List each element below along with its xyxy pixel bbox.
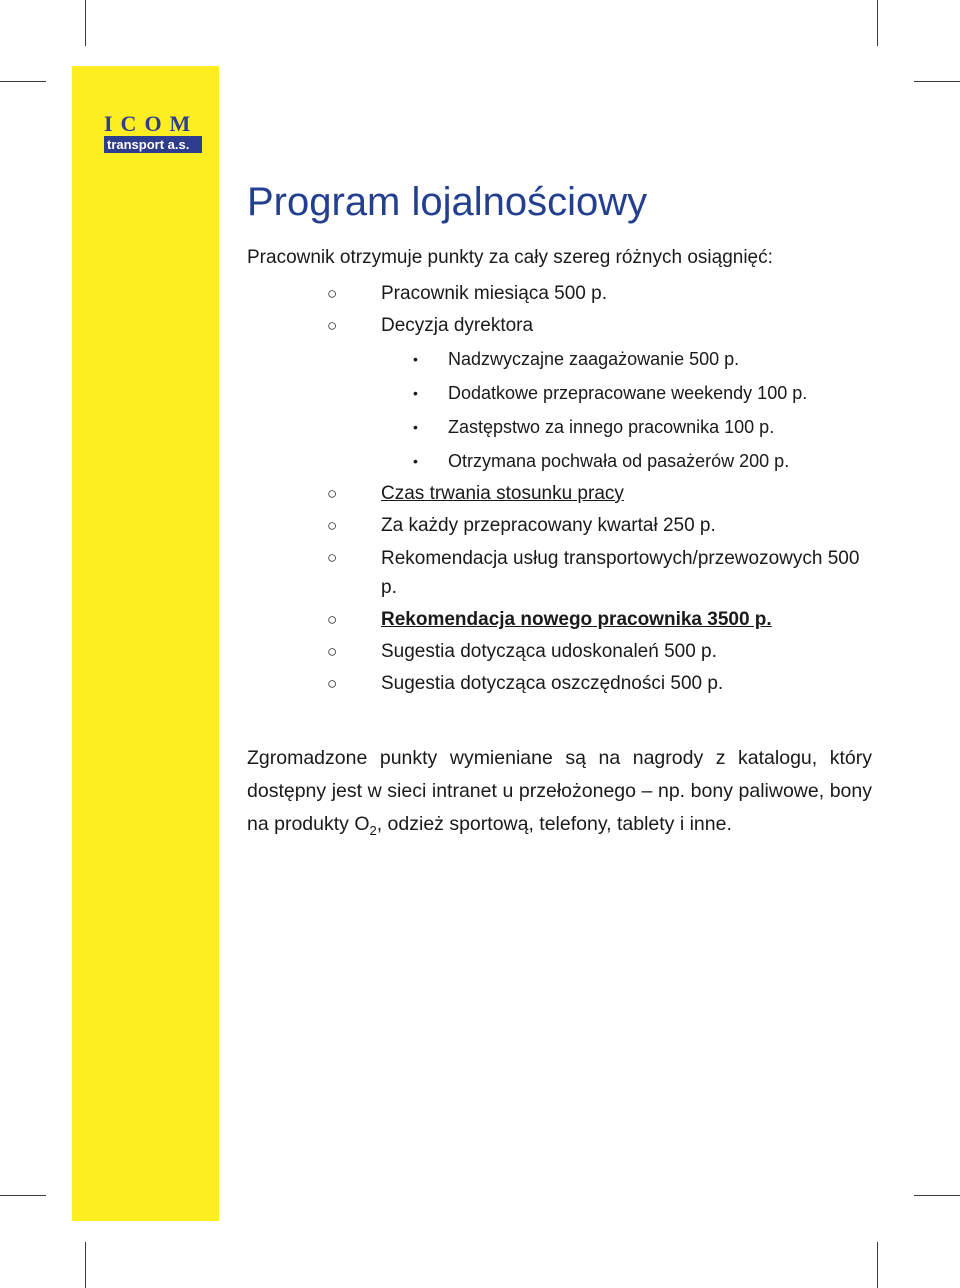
director-decision-sublist — [247, 342, 872, 478]
list-item — [247, 310, 872, 342]
list-item-text: Za każdy przepracowany kwartał 250 p. — [381, 515, 716, 536]
sublist-item-text: Otrzymana pochwała od pasażerów 200 p. — [448, 451, 790, 471]
dot-bullet-icon: • — [413, 453, 418, 469]
crop-mark-top-right — [877, 0, 878, 46]
list-item — [247, 604, 872, 636]
list-item-text: Sugestia dotycząca udoskonaleń 500 p. — [381, 641, 717, 662]
list-item — [247, 278, 872, 310]
rewards-text-end: , odzież sportową, telefony, tablety i inne. — [376, 813, 732, 835]
yellow-side-band — [72, 66, 219, 1221]
list-item-text: Rekomendacja usług transportowych/przewozowych 500 p. — [381, 548, 860, 598]
circle-bullet-icon: ○ — [327, 642, 338, 661]
circle-bullet-icon: ○ — [327, 610, 338, 629]
page-title: Program lojalnościowy — [247, 180, 648, 224]
list-item-text: Decyzja dyrektora — [381, 315, 534, 336]
intro-text: Pracownik otrzymuje punkty za cały szereg różnych osiągnięć: — [247, 247, 773, 268]
list-item — [247, 510, 872, 542]
subscript-2: 2 — [369, 822, 377, 838]
crop-mark-bottom-right — [877, 1242, 878, 1288]
list-item — [247, 668, 872, 700]
rewards-paragraph — [247, 742, 872, 847]
dot-bullet-icon: • — [413, 419, 418, 435]
circle-bullet-icon: ○ — [327, 516, 338, 535]
list-item — [247, 542, 872, 604]
page-content — [247, 178, 872, 847]
sublist-item-text: Dodatkowe przepracowane weekendy 100 p. — [448, 383, 808, 403]
crop-mark-right-lower — [914, 1195, 960, 1196]
crop-mark-right-upper — [914, 81, 960, 82]
rewards-text: Zgromadzone punkty wymieniane są na nagrody z katalogu, który dostępny jest w sieci intranet u przełożonego – np. bony paliwowe, bony na produkty O — [247, 747, 872, 835]
list-item-text: Sugestia dotycząca oszczędności 500 p. — [381, 673, 724, 694]
sublist-item — [247, 410, 872, 444]
dot-bullet-icon: • — [413, 351, 418, 367]
list-item-text-underlined: Czas trwania stosunku pracy — [381, 483, 624, 504]
sublist-item-text: Nadzwyczajne zaagażowanie 500 p. — [448, 349, 740, 369]
achievement-list — [247, 278, 872, 342]
crop-mark-top-left — [85, 0, 86, 46]
list-item — [247, 478, 872, 510]
circle-bullet-icon: ○ — [327, 548, 338, 567]
crop-mark-left-upper — [0, 81, 46, 82]
dot-bullet-icon: • — [413, 385, 418, 401]
list-item-text-bold: Rekomendacja nowego pracownika 3500 p. — [381, 609, 772, 630]
circle-bullet-icon: ○ — [327, 284, 338, 303]
circle-bullet-icon: ○ — [327, 674, 338, 693]
logo-subtitle: transport a.s. — [104, 136, 202, 153]
list-item-text: Pracownik miesiąca 500 p. — [381, 283, 607, 304]
sublist-item — [247, 342, 872, 376]
icom-logo — [104, 113, 202, 155]
list-item — [247, 636, 872, 668]
circle-bullet-icon: ○ — [327, 316, 338, 335]
sublist-item-text: Zastępstwo za innego pracownika 100 p. — [448, 417, 775, 437]
circle-bullet-icon: ○ — [327, 484, 338, 503]
crop-mark-bottom-left — [85, 1242, 86, 1288]
logo-wordmark: ICOM — [104, 111, 199, 136]
sublist-item — [247, 444, 872, 478]
sublist-item — [247, 376, 872, 410]
crop-mark-left-lower — [0, 1195, 46, 1196]
achievement-list-continued — [247, 478, 872, 700]
